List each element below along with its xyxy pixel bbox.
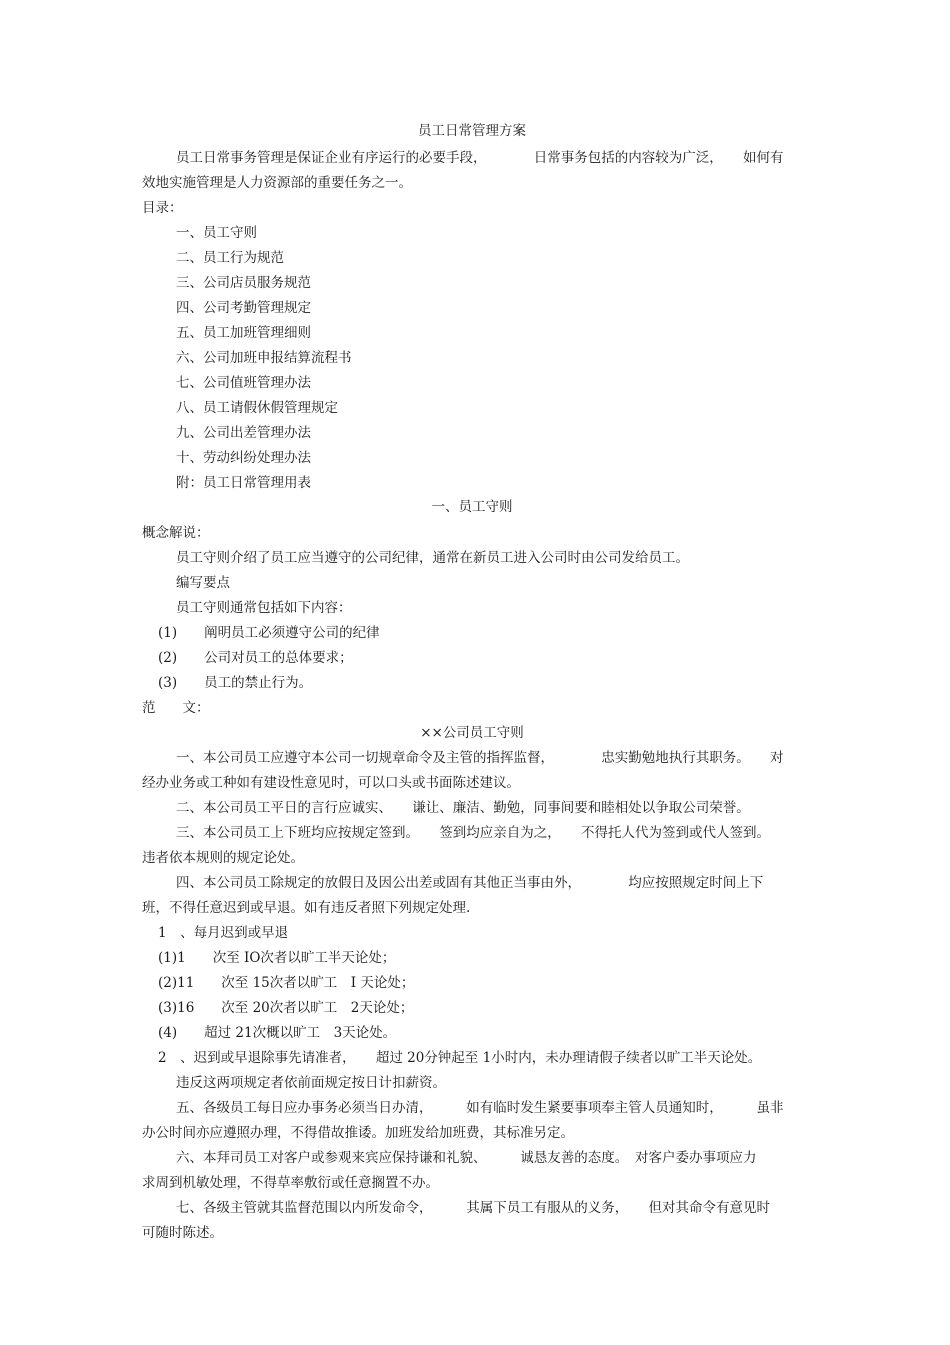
rule-7-line-2: 可随时陈述。 [142,1225,223,1241]
list-item: (1) 阐明员工必须遵守公司的纪律 [158,625,380,641]
rule-5-line-2: 办公时间亦应遵照办理，不得借故推诿。加班发给加班费，其标准另定。 [142,1125,574,1141]
toc-item: 四、公司考勤管理规定 [176,300,311,316]
section-heading: 一、员工守则 [431,499,513,515]
toc-item: 八、员工请假休假管理规定 [176,400,338,416]
rule-4-penalty: (4) 超过 21次概以旷工 3天论处。 [158,1025,397,1041]
toc-item: 三、公司店员服务规范 [176,275,311,291]
intro-line-1: 员工日常事务管理是保证企业有序运行的必要手段， 日常事务包括的内容较为广泛， 如何有 [176,150,784,166]
document-title: 员工日常管理方案 [418,123,526,139]
sample-label: 范 文： [142,700,210,716]
rule-7-line-1: 七、各级主管就其监督范围以内所发命令， 其属下员工有服从的义务， 但对其命令有意见时 [176,1200,770,1216]
rule-1-line-2: 经办业务或工种如有建设性意见时，可以口头或书面陈述建议。 [142,775,520,791]
list-item: (3) 员工的禁止行为。 [158,675,313,691]
rule-6-line-1: 六、本拜司员工对客户或参观来宾应保持谦和礼貌、 诚恳友善的态度。 对客户委办事项应力 [176,1150,757,1166]
toc-item: 一、员工守则 [176,225,257,241]
toc-item: 七、公司值班管理办法 [176,375,311,391]
rule-4-penalty: (1)1 次至 IO次者以旷工半天论处； [158,950,396,966]
rule-1-line-1: 一、本公司员工应遵守本公司一切规章命令及主管的指挥监督， 忠实勤勉地执行其职务。 对 [176,750,784,766]
sample-title: ××公司员工守则 [420,725,524,741]
writing-points-label: 编写要点 [176,575,230,591]
contents-intro: 员工守则通常包括如下内容： [176,600,352,616]
toc-item: 十、劳动纠纷处理办法 [176,450,311,466]
toc-item: 五、员工加班管理细则 [176,325,311,341]
rule-6-line-2: 求周到机敏处理，不得草率敷衍或任意搁置不办。 [142,1175,439,1191]
rule-4-subitem: 1 、每月迟到或早退 [158,925,289,941]
rule-4-penalty: (2)11 次至 15次者以旷工 I 天论处； [158,975,415,991]
toc-item: 九、公司出差管理办法 [176,425,311,441]
concept-text: 员工守则介绍了员工应当遵守的公司纪律，通常在新员工进入公司时由公司发给员工。 [176,550,689,566]
toc-label: 目录： [142,200,183,216]
intro-line-2: 效地实施管理是人力资源部的重要任务之一。 [142,175,412,191]
rule-3-line-1: 三、本公司员工上下班均应按规定签到。 签到均应亲自为之， 不得托人代为签到或代人签到。 [176,825,770,841]
list-item: (2) 公司对员工的总体要求； [158,650,353,666]
toc-item: 附：员工日常管理用表 [176,475,311,491]
rule-4-penalty: (3)16 次至 20次者以旷工 2天论处； [158,1000,414,1016]
rule-2: 二、本公司员工平日的言行应诚实、 谦让、廉洁、勤勉，同事间要和睦相处以争取公司荣誉。 [176,800,750,816]
rule-4-line-2: 班，不得任意迟到或早退。如有违反者照下列规定处理. [142,900,471,916]
rule-3-line-2: 违者依本规则的规定论处。 [142,850,304,866]
toc-item: 六、公司加班申报结算流程书 [176,350,352,366]
rule-5-line-1: 五、各级员工每日应办事务必须当日办清， 如有临时发生紧要事项奉主管人员通知时， 虽非 [176,1100,784,1116]
toc-item: 二、员工行为规范 [176,250,284,266]
rule-4-subitem: 2 、迟到或早退除事先请准者， 超过 20分钟起至 1小时内，未办理请假子续者以旷工半天论处。 [158,1050,762,1066]
rule-4-note: 违反这两项规定者依前面规定按日计扣薪资。 [176,1075,446,1091]
concept-label: 概念解说： [142,525,210,541]
rule-4-line-1: 四、本公司员工除规定的放假日及因公出差或固有其他正当事由外， 均应按照规定时间上下 [176,875,764,891]
